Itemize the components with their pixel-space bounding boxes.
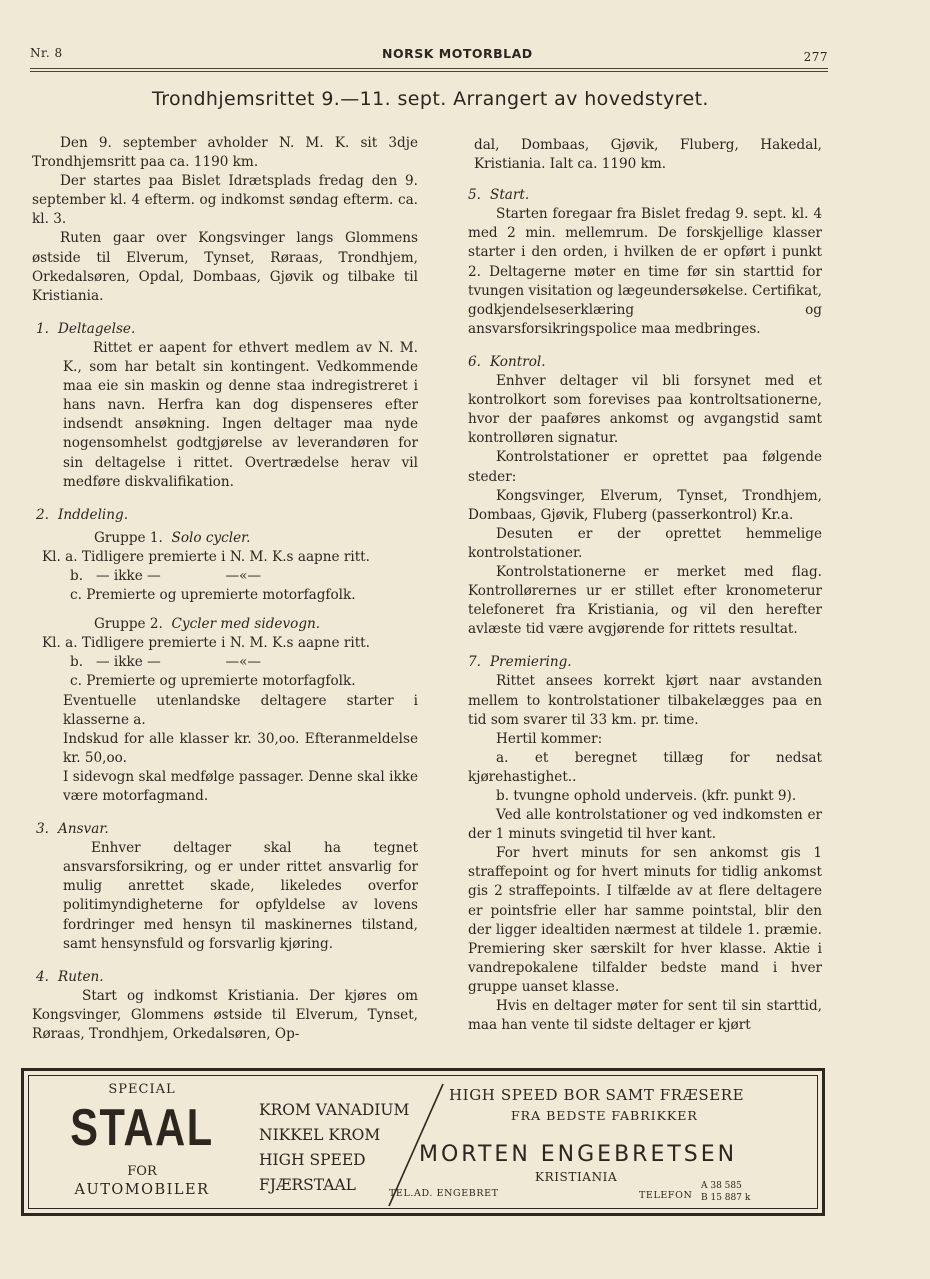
section-heading	[32, 968, 418, 987]
section-title: Kontrol.	[490, 353, 546, 370]
advertisement	[21, 1068, 825, 1216]
section-title: Inddeling.	[58, 506, 129, 523]
article-title: Trondhjemsrittet 9.—11. sept. Arrangert av hovedstyret.	[152, 88, 709, 110]
section-title: Premiering.	[490, 654, 572, 671]
ad-phone-numbers	[701, 1180, 750, 1204]
group-label: Gruppe 2.	[94, 616, 163, 633]
page-number: 277	[803, 50, 828, 64]
magazine-name: NORSK MOTORBLAD	[382, 46, 533, 61]
ad-telegram-address: TEL.AD. ENGEBRET	[389, 1188, 499, 1199]
section-text: I sidevogn skal medfølge passager. Denne skal ikke være motorfagmand.	[63, 768, 418, 804]
section-text: Enhver deltager skal ha tegnet ansvarsforsikring, og er under rittet ansvarlig for mulig anrettet skade, likeledes overfor politimyndigheterne for opfyldelse av lovens fordringer med hensyn til maskinernes tilstand, samt hensynsfuld og forsvarlig kjøring.	[63, 840, 418, 952]
section-text: Desuten er der oprettet hemmelige kontrolstationer.	[468, 525, 822, 561]
header-rule	[30, 68, 828, 72]
section-title: Deltagelse.	[58, 320, 136, 337]
ad-staal-block	[29, 1076, 255, 1210]
class-line: Kl. a. Tidligere premierte i N. M. K.s aapne ritt.	[42, 548, 370, 565]
ad-city: KRISTIANIA	[535, 1170, 618, 1184]
ad-automobiler: AUTOMOBILER	[74, 1182, 210, 1198]
section-heading	[32, 320, 418, 339]
ad-company-name: MORTEN ENGEBRETSEN	[419, 1142, 738, 1167]
section-text: b. tvungne ophold underveis. (kfr. punkt 9).	[496, 788, 797, 804]
class-line: b. — ikke — —«—	[70, 567, 262, 584]
section-text: Start og indkomst Kristiania. Der kjøres om Kongsvinger, Glommens østside til Elverum, Tynset, Røraas, Trondhjem, Orkedalsøren, Op-	[32, 987, 418, 1043]
section-number: 6.	[468, 353, 481, 370]
issue-number: Nr. 8	[30, 46, 63, 60]
section-number: 4.	[36, 968, 49, 985]
ad-line: KROM VANADIUM	[259, 1101, 410, 1119]
ad-phone-a: A 38 585	[701, 1181, 742, 1191]
group-heading	[32, 529, 418, 548]
section-title: Ansvar.	[58, 821, 109, 838]
intro-paragraph: Den 9. september avholder N. M. K. sit 3dje Trondhjemsritt paa ca. 1190 km.	[32, 135, 418, 171]
right-column	[468, 136, 822, 1035]
section-text: Kontrolstationerne er merket med flag. Kontrollørernes ur er stillet efter kronometerur telefoneret fra Kristiania, og vil den herefter avlæste tid være avgjørende for rittets resultat.	[468, 563, 822, 638]
group-heading	[32, 615, 418, 634]
class-line: c. Premierte og upremierte motorfagfolk.	[70, 587, 356, 604]
ad-line: FJÆRSTAAL	[259, 1176, 356, 1194]
section-text: Hertil kommer:	[496, 730, 603, 747]
section-number: 7.	[468, 654, 481, 671]
section-text: Indskud for alle klasser kr. 30,oo. Efteranmeldelse kr. 50,oo.	[63, 730, 418, 766]
section-text: Eventuelle utenlandske deltagere starter i klasserne a.	[63, 692, 418, 728]
ad-line: NIKKEL KROM	[259, 1126, 381, 1144]
ad-high-speed: HIGH SPEED BOR SAMT FRÆSERE	[449, 1086, 745, 1104]
advertisement-frame	[28, 1075, 818, 1209]
section-heading	[468, 186, 822, 205]
class-line: Kl. a. Tidligere premierte i N. M. K.s aapne ritt.	[42, 635, 370, 652]
group-label: Gruppe 1.	[94, 529, 163, 546]
ad-line: HIGH SPEED	[259, 1151, 366, 1169]
section-text: For hvert minuts for sen ankomst gis 1 straffepoint og for hvert minuts for tidlig ankomst gis 2 straffepoints. I tilfælde av at flere deltagere er pointsfrie eller har samme pointstal, blir den der ligger idealtiden nærmest at tildele 1. præmie. Premiering sker særskilt for hver klasse. Aktie i vandrepokalene tilfalder bedste mand i hver gruppe uanset klasse.	[468, 845, 822, 995]
section-text: Hvis en deltager møter for sent til sin starttid, maa han vente til sidste deltager er kjørt	[468, 998, 822, 1034]
section-text: Ved alle kontrolstationer og ved indkomsten er der 1 minuts svingetid til hver kant.	[468, 807, 822, 843]
running-header	[30, 44, 828, 70]
class-line: c. Premierte og upremierte motorfagfolk.	[70, 673, 356, 690]
section-title: Ruten.	[58, 968, 104, 985]
section-text: dal, Dombaas, Gjøvik, Fluberg, Hakedal, Kristiania. Ialt ca. 1190 km.	[474, 137, 822, 173]
section-text: Rittet ansees korrekt kjørt naar avstanden mellem to kontrolstationer tilbakelægges paa en tid som svarer til 33 km. pr. time.	[468, 673, 822, 728]
section-heading	[468, 353, 822, 372]
section-title: Start.	[490, 187, 530, 204]
left-column	[32, 134, 418, 1044]
class-line: b. — ikke — —«—	[70, 654, 262, 671]
ad-telefon-label: TELEFON	[639, 1190, 693, 1201]
section-number: 1.	[36, 320, 49, 337]
section-text: Kongsvinger, Elverum, Tynset, Trondhjem, Dombaas, Gjøvik, Fluberg (passerkontrol) Kr.a.	[468, 487, 822, 523]
section-text: Rittet er aapent for ethvert medlem av N. M. K., som har betalt sin kontingent. Vedkommende maa eie sin maskin og denne staa indregistreret i hans navn. Herfra kan dog dispenseres efter indsendt ansøkning. Ingen deltager maa nyde nogensomhelst godtgjørelse av leverandøren for sin deltagelse i rittet. Overtrædelse herav vil medføre diskvalifikation.	[63, 339, 418, 490]
ad-phone-b: B 15 887 k	[701, 1193, 751, 1203]
section-heading	[32, 506, 418, 525]
ad-staal: STAAL	[70, 1099, 214, 1157]
ad-for: FOR	[127, 1164, 157, 1179]
section-number: 3.	[36, 821, 49, 838]
section-heading	[32, 820, 418, 839]
section-text: Starten foregaar fra Bislet fredag 9. sept. kl. 4 med 2 min. mellemrum. De forskjellige klasser starter i den orden, i hvilken de er opført i punkt 2. Deltagerne møter en time før sin starttid for tvungen visitation og lægeundersøkelse. Certifikat, godkjendelseserklæring og ansvarsforsikringspolice maa medbringes.	[468, 206, 822, 337]
section-number: 2.	[36, 506, 49, 523]
section-text: a. et beregnet tillæg for nedsat kjørehastighet..	[468, 749, 822, 785]
section-heading	[468, 653, 822, 672]
intro-paragraph: Der startes paa Bislet Idrætsplads fredag den 9. september kl. 4 efterm. og indkomst søndag efterm. ca. kl. 3.	[32, 173, 418, 228]
section-text: Enhver deltager vil bli forsynet med et kontrolkort som forevises paa kontroltsationerne, hvor der paaføres ankomst og avgangstid samt kontrolløren signatur.	[468, 373, 822, 447]
group-name: Solo cycler.	[171, 529, 251, 546]
ad-fabrikker: FRA BEDSTE FABRIKKER	[511, 1108, 698, 1123]
section-number: 5.	[468, 187, 481, 204]
intro-paragraph: Ruten gaar over Kongsvinger langs Glommens østside til Elverum, Tynset, Røraas, Trondhjem, Orkedalsøren, Opdal, Dombaas, Gjøvik og tilbake til Kristiania.	[32, 230, 418, 304]
ad-special: SPECIAL	[108, 1082, 176, 1097]
section-text: Kontrolstationer er oprettet paa følgende steder:	[468, 449, 822, 485]
group-name: Cycler med sidevogn.	[171, 616, 321, 633]
